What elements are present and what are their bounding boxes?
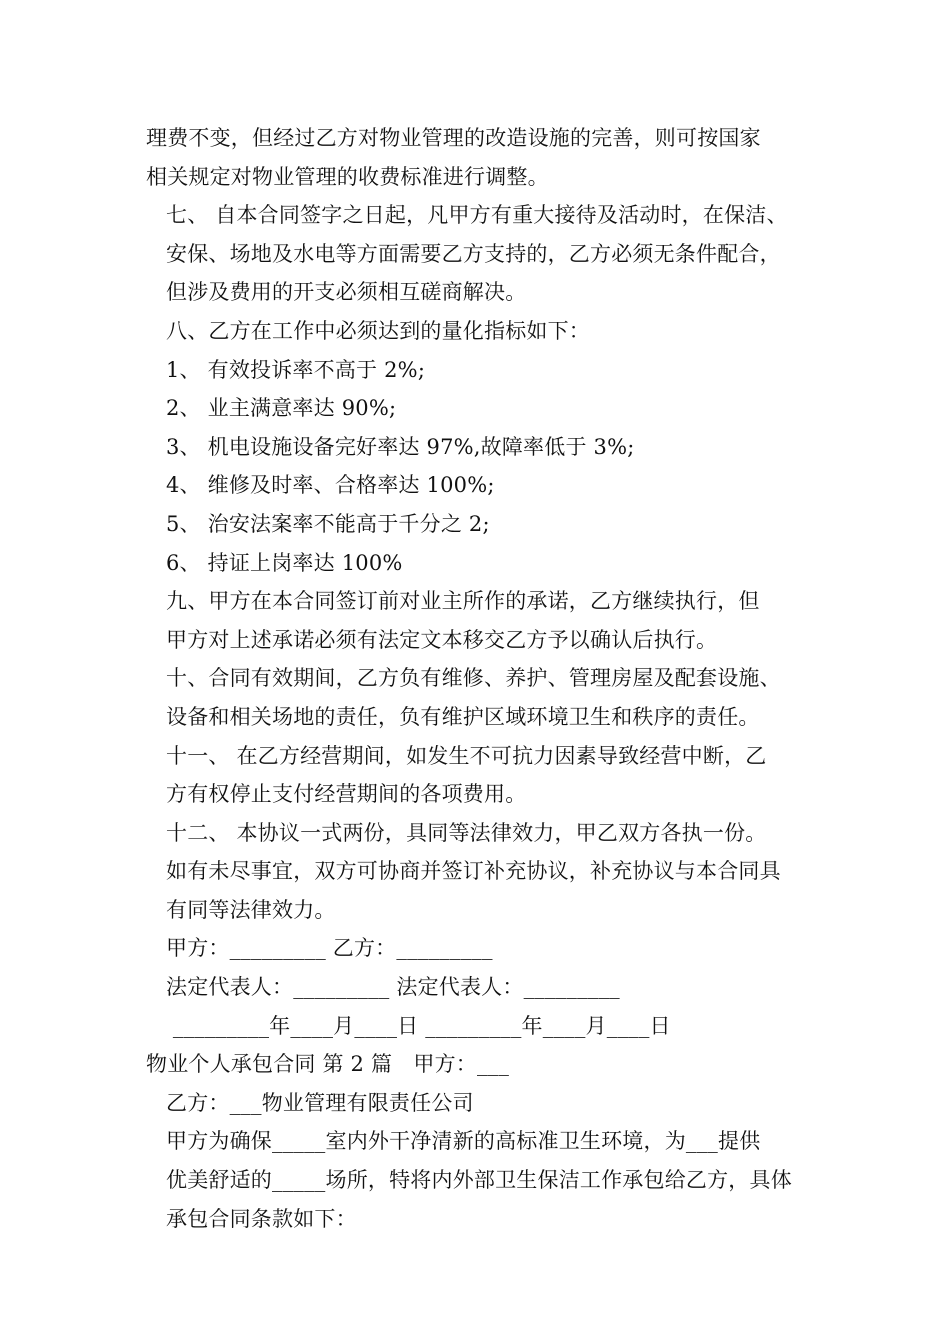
text-line: 但涉及费用的开支必须相互磋商解决。: [166, 280, 527, 305]
text-line: 理费不变，但经过乙方对物业管理的改造设施的完善，则可按国家: [146, 126, 761, 150]
text-line: 相关规定对物业管理的收费标准进行调整。: [146, 164, 549, 189]
text-line: 法定代表人：_________ 法定代表人：_________: [166, 975, 620, 1000]
paragraph-p6: [146, 428, 826, 467]
text-line: 物业个人承包合同 第 2 篇 甲方：___: [146, 1052, 510, 1077]
text-line: 甲方：_________ 乙方：_________: [166, 936, 493, 961]
paragraph-p16: [146, 1007, 826, 1046]
paragraph-p10: [146, 582, 826, 659]
paragraph-p4: [146, 351, 826, 390]
paragraph-p5: [146, 389, 826, 428]
text-line: 有同等法律效力。: [166, 897, 336, 922]
text-line: 3、 机电设施设备完好率达 97%,故障率低于 3%;: [166, 434, 635, 459]
paragraph-p12: [146, 737, 826, 814]
paragraph-p7: [146, 466, 826, 505]
text-line: 七、 自本合同签字之日起，凡甲方有重大接待及活动时，在保洁、: [166, 203, 788, 228]
text-line: 方有权停止支付经营期间的各项费用。: [166, 782, 527, 807]
paragraph-p14: [146, 929, 826, 968]
text-line: 2、 业主满意率达 90%;: [166, 396, 397, 421]
text-line: _________年____月____日 _________年____月____日: [166, 1013, 671, 1038]
text-line: 乙方：___物业管理有限责任公司: [166, 1090, 474, 1115]
paragraph-p19: [146, 1122, 826, 1238]
text-line: 4、 维修及时率、合格率达 100%;: [166, 473, 495, 498]
paragraph-p17: [146, 1045, 826, 1084]
text-line: 1、 有效投诉率不高于 2%;: [166, 357, 426, 382]
text-line: 设备和相关场地的责任，负有维护区域环境卫生和秩序的责任。: [166, 704, 760, 729]
text-line: 甲方为确保_____室内外干净清新的高标准卫生环境，为___提供: [166, 1129, 761, 1154]
paragraph-p11: [146, 659, 826, 736]
text-line: 十、合同有效期间，乙方负有维修、养护、管理房屋及配套设施、: [166, 666, 781, 691]
document-body: [146, 119, 826, 1238]
paragraph-p13: [146, 814, 826, 930]
paragraph-p1: [146, 119, 826, 196]
text-line: 优美舒适的_____场所，特将内外部卫生保洁工作承包给乙方，具体: [166, 1168, 792, 1193]
text-line: 十一、 在乙方经营期间，如发生不可抗力因素导致经营中断，乙: [166, 743, 767, 768]
text-line: 承包合同条款如下：: [166, 1206, 357, 1231]
paragraph-p18: [146, 1084, 826, 1123]
text-line: 安保、场地及水电等方面需要乙方支持的，乙方必须无条件配合，: [166, 241, 781, 266]
paragraph-p2: [146, 196, 826, 312]
text-line: 八、乙方在工作中必须达到的量化指标如下：: [166, 318, 590, 343]
text-line: 如有未尽事宜，双方可协商并签订补充协议，补充协议与本合同具: [166, 859, 781, 884]
paragraph-p9: [146, 544, 826, 583]
text-line: 九、甲方在本合同签订前对业主所作的承诺，乙方继续执行，但: [166, 589, 760, 614]
text-line: 5、 治安法案率不能高于千分之 2;: [166, 511, 490, 536]
paragraph-p15: [146, 968, 826, 1007]
paragraph-p8: [146, 505, 826, 544]
text-line: 甲方对上述承诺必须有法定文本移交乙方予以确认后执行。: [166, 627, 718, 652]
paragraph-p3: [146, 312, 826, 351]
text-line: 十二、 本协议一式两份，具同等法律效力，甲乙双方各执一份。: [166, 820, 767, 845]
text-line: 6、 持证上岗率达 100%: [166, 550, 403, 575]
